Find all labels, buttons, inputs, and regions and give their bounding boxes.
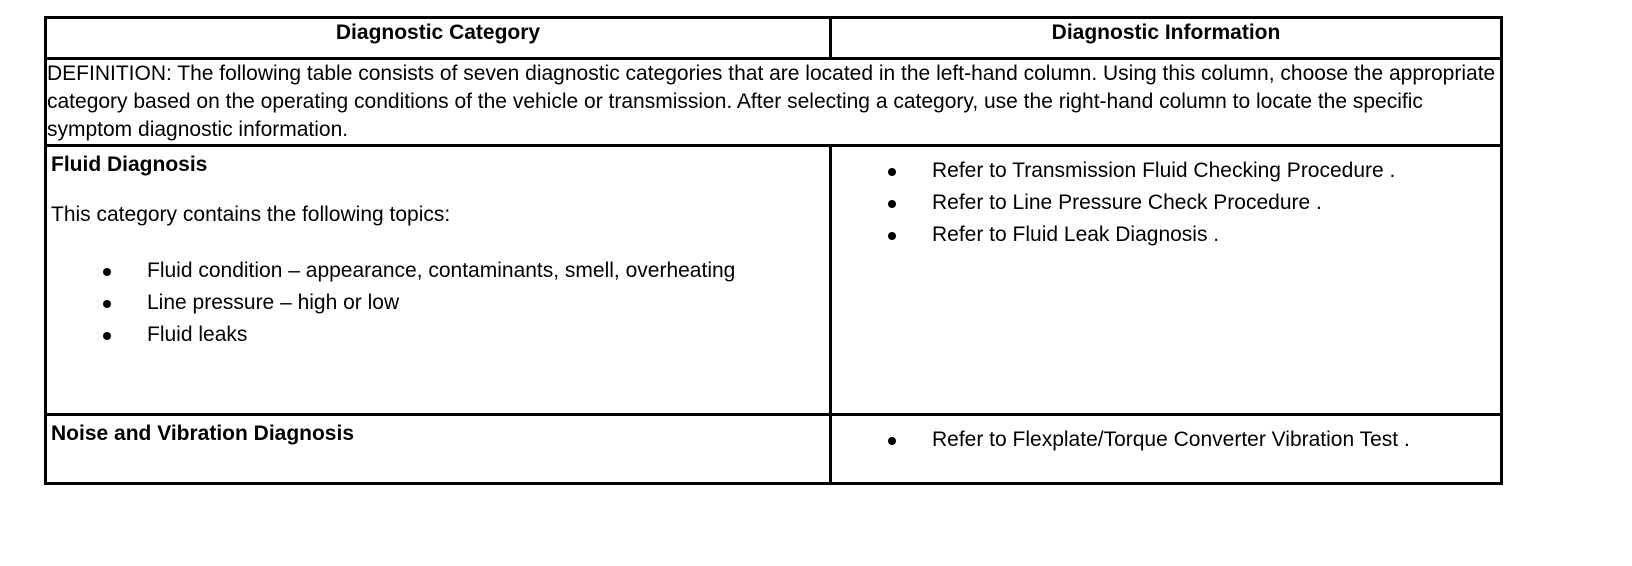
information-cell — [831, 415, 1502, 484]
header-row — [46, 18, 1502, 59]
reference-list — [832, 155, 1500, 251]
category-cell — [46, 415, 831, 484]
list-item: Fluid condition – appearance, contaminants, smell, overheating — [47, 255, 829, 287]
list-item: Fluid leaks — [47, 319, 829, 351]
list-item: Line pressure – high or low — [47, 287, 829, 319]
table-row — [46, 415, 1502, 484]
reference-list — [832, 424, 1500, 456]
category-title: Noise and Vibration Diagnosis — [51, 422, 355, 445]
table-row — [46, 146, 1502, 415]
reference-link[interactable]: Refer to Fluid Leak Diagnosis . — [832, 219, 1500, 251]
diagnostic-table — [44, 16, 1503, 485]
header-category: Diagnostic Category — [46, 18, 831, 59]
definition-text: DEFINITION: The following table consists of seven diagnostic categories that are located in the left-hand column. Using this column, choose the appropriate category based on the operating conditions of the vehicle or transmission. After selecting a category, use the right-hand column to locate the specific symptom diagnostic information. — [46, 59, 1502, 146]
definition-row — [46, 59, 1502, 146]
information-cell — [831, 146, 1502, 415]
topic-list — [47, 255, 829, 351]
reference-link[interactable]: Refer to Line Pressure Check Procedure . — [832, 187, 1500, 219]
header-information: Diagnostic Information — [831, 18, 1502, 59]
reference-link[interactable]: Refer to Flexplate/Torque Converter Vibration Test . — [832, 424, 1500, 456]
reference-link[interactable]: Refer to Transmission Fluid Checking Procedure . — [832, 155, 1500, 187]
category-title: Fluid Diagnosis — [51, 153, 208, 176]
category-intro: This category contains the following topics: — [51, 203, 451, 226]
category-cell — [46, 146, 831, 415]
